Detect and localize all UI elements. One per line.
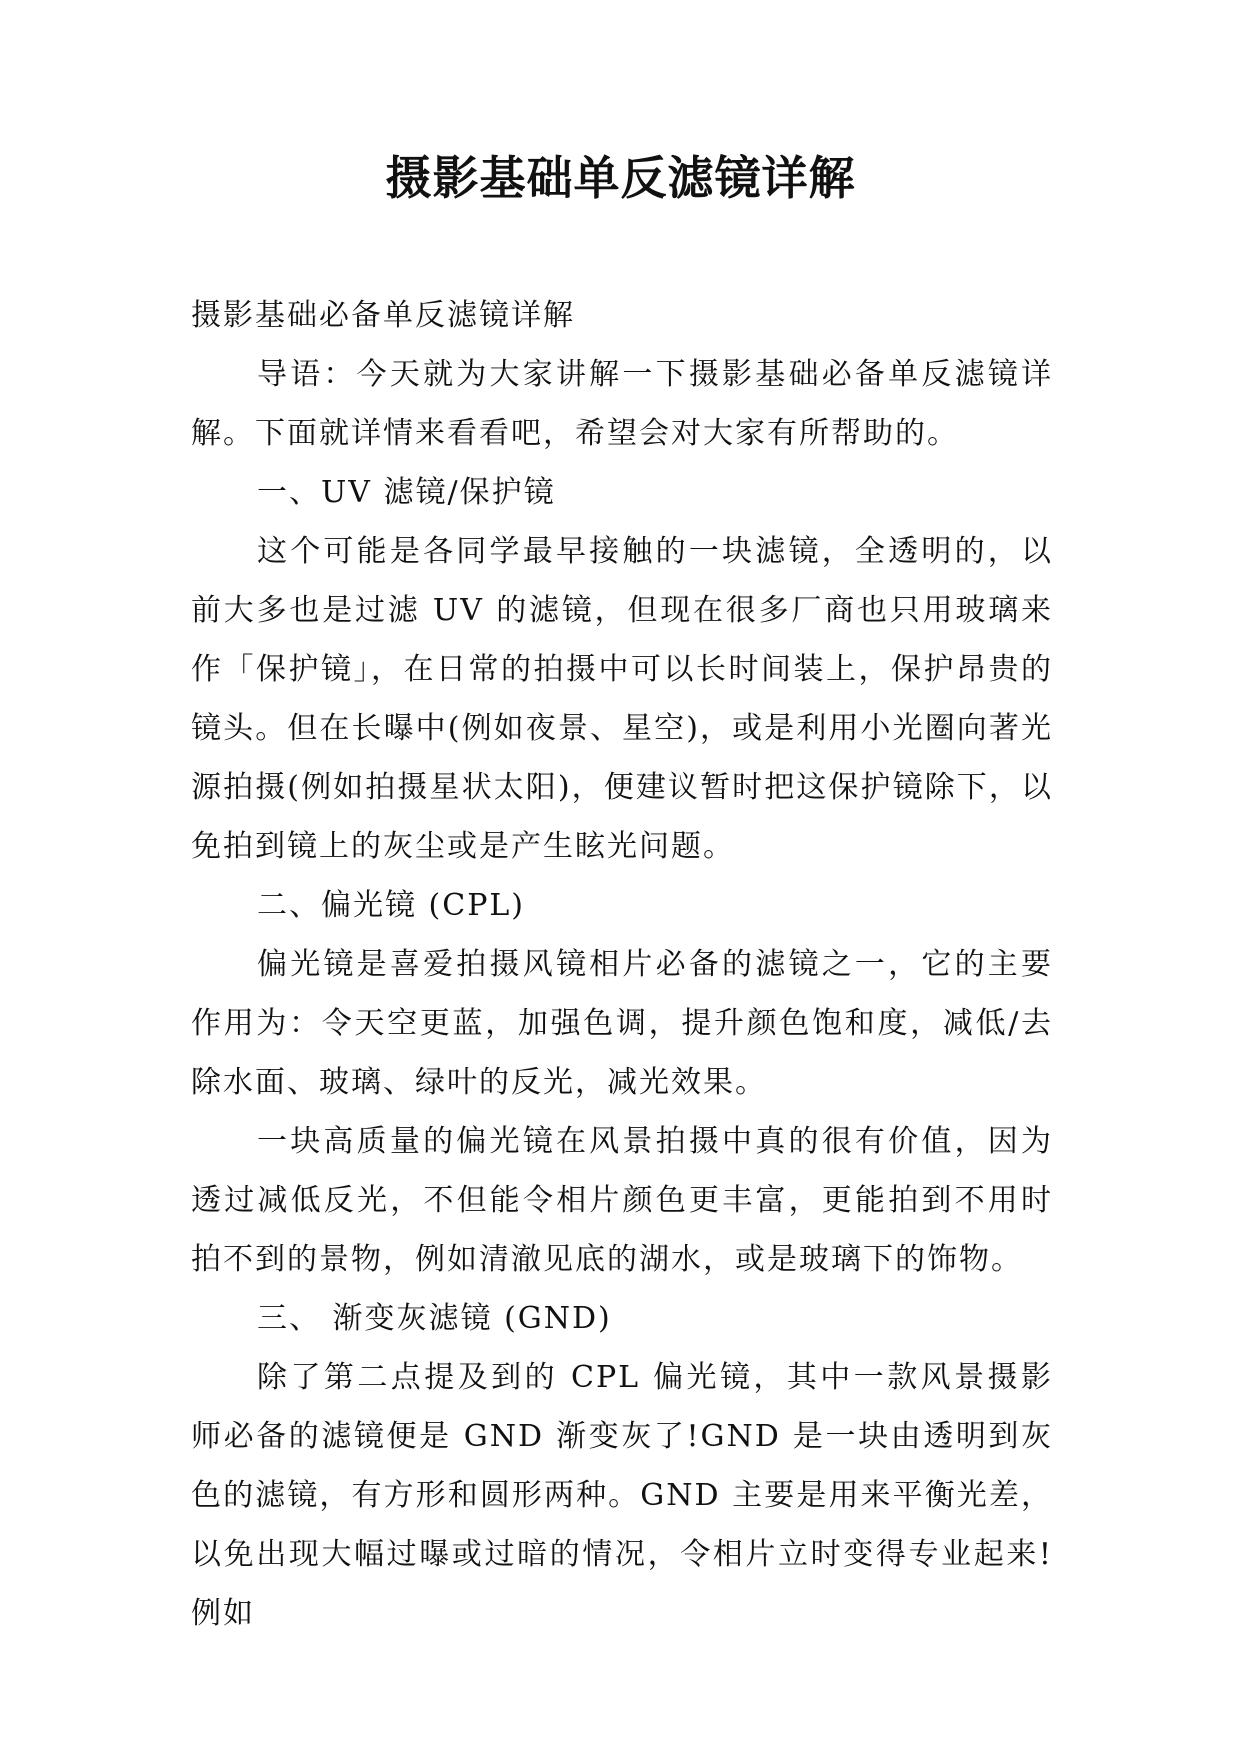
document-body bbox=[191, 286, 1053, 1643]
cpl-paragraph-2: 一块高质量的偏光镜在风景拍摄中真的很有价值，因为透过减低反光，不但能令相片颜色更丰富，更能拍到不用时拍不到的景物，例如清澈见底的湖水，或是玻璃下的饰物。 bbox=[191, 1124, 1053, 1277]
cpl-paragraph-1: 偏光镜是喜爱拍摄风镜相片必备的滤镜之一，它的主要作用为：令天空更蓝，加强色调，提升颜色饱和度，减低/去除水面、玻璃、绿叶的反光，减光效果。 bbox=[191, 947, 1053, 1100]
subtitle-paragraph: 摄影基础必备单反滤镜详解 bbox=[191, 298, 575, 333]
gnd-paragraph: 除了第二点提及到的 CPL 偏光镜，其中一款风景摄影师必备的滤镜便是 GND 渐变灰了!GND 是一块由透明到灰色的滤镜，有方形和圆形两种。GND 主要是用来平衡光差，以免出现大幅过曝或过暗的情况，令相片立时变得专业起来!例如 bbox=[191, 1360, 1053, 1631]
section-heading-uv: 一、UV 滤镜/保护镜 bbox=[257, 475, 556, 510]
section-heading-gnd: 三、 渐变灰滤镜 (GND) bbox=[257, 1301, 612, 1336]
intro-paragraph: 导语：今天就为大家讲解一下摄影基础必备单反滤镜详解。下面就详情来看看吧，希望会对大家有所帮助的。 bbox=[191, 357, 1053, 451]
section-heading-cpl: 二、偏光镜 (CPL) bbox=[257, 888, 526, 923]
uv-filter-paragraph: 这个可能是各同学最早接触的一块滤镜，全透明的，以前大多也是过滤 UV 的滤镜，但现在很多厂商也只用玻璃来作「保护镜」，在日常的拍摄中可以长时间装上，保护昂贵的镜头。但在长曝中(例如夜景、星空)，或是利用小光圈向著光源拍摄(例如拍摄星状太阳)，便建议暂时把这保护镜除下，以免拍到镜上的灰尘或是产生眩光问题。 bbox=[191, 534, 1053, 864]
document-title: 摄影基础单反滤镜详解 bbox=[385, 151, 856, 205]
